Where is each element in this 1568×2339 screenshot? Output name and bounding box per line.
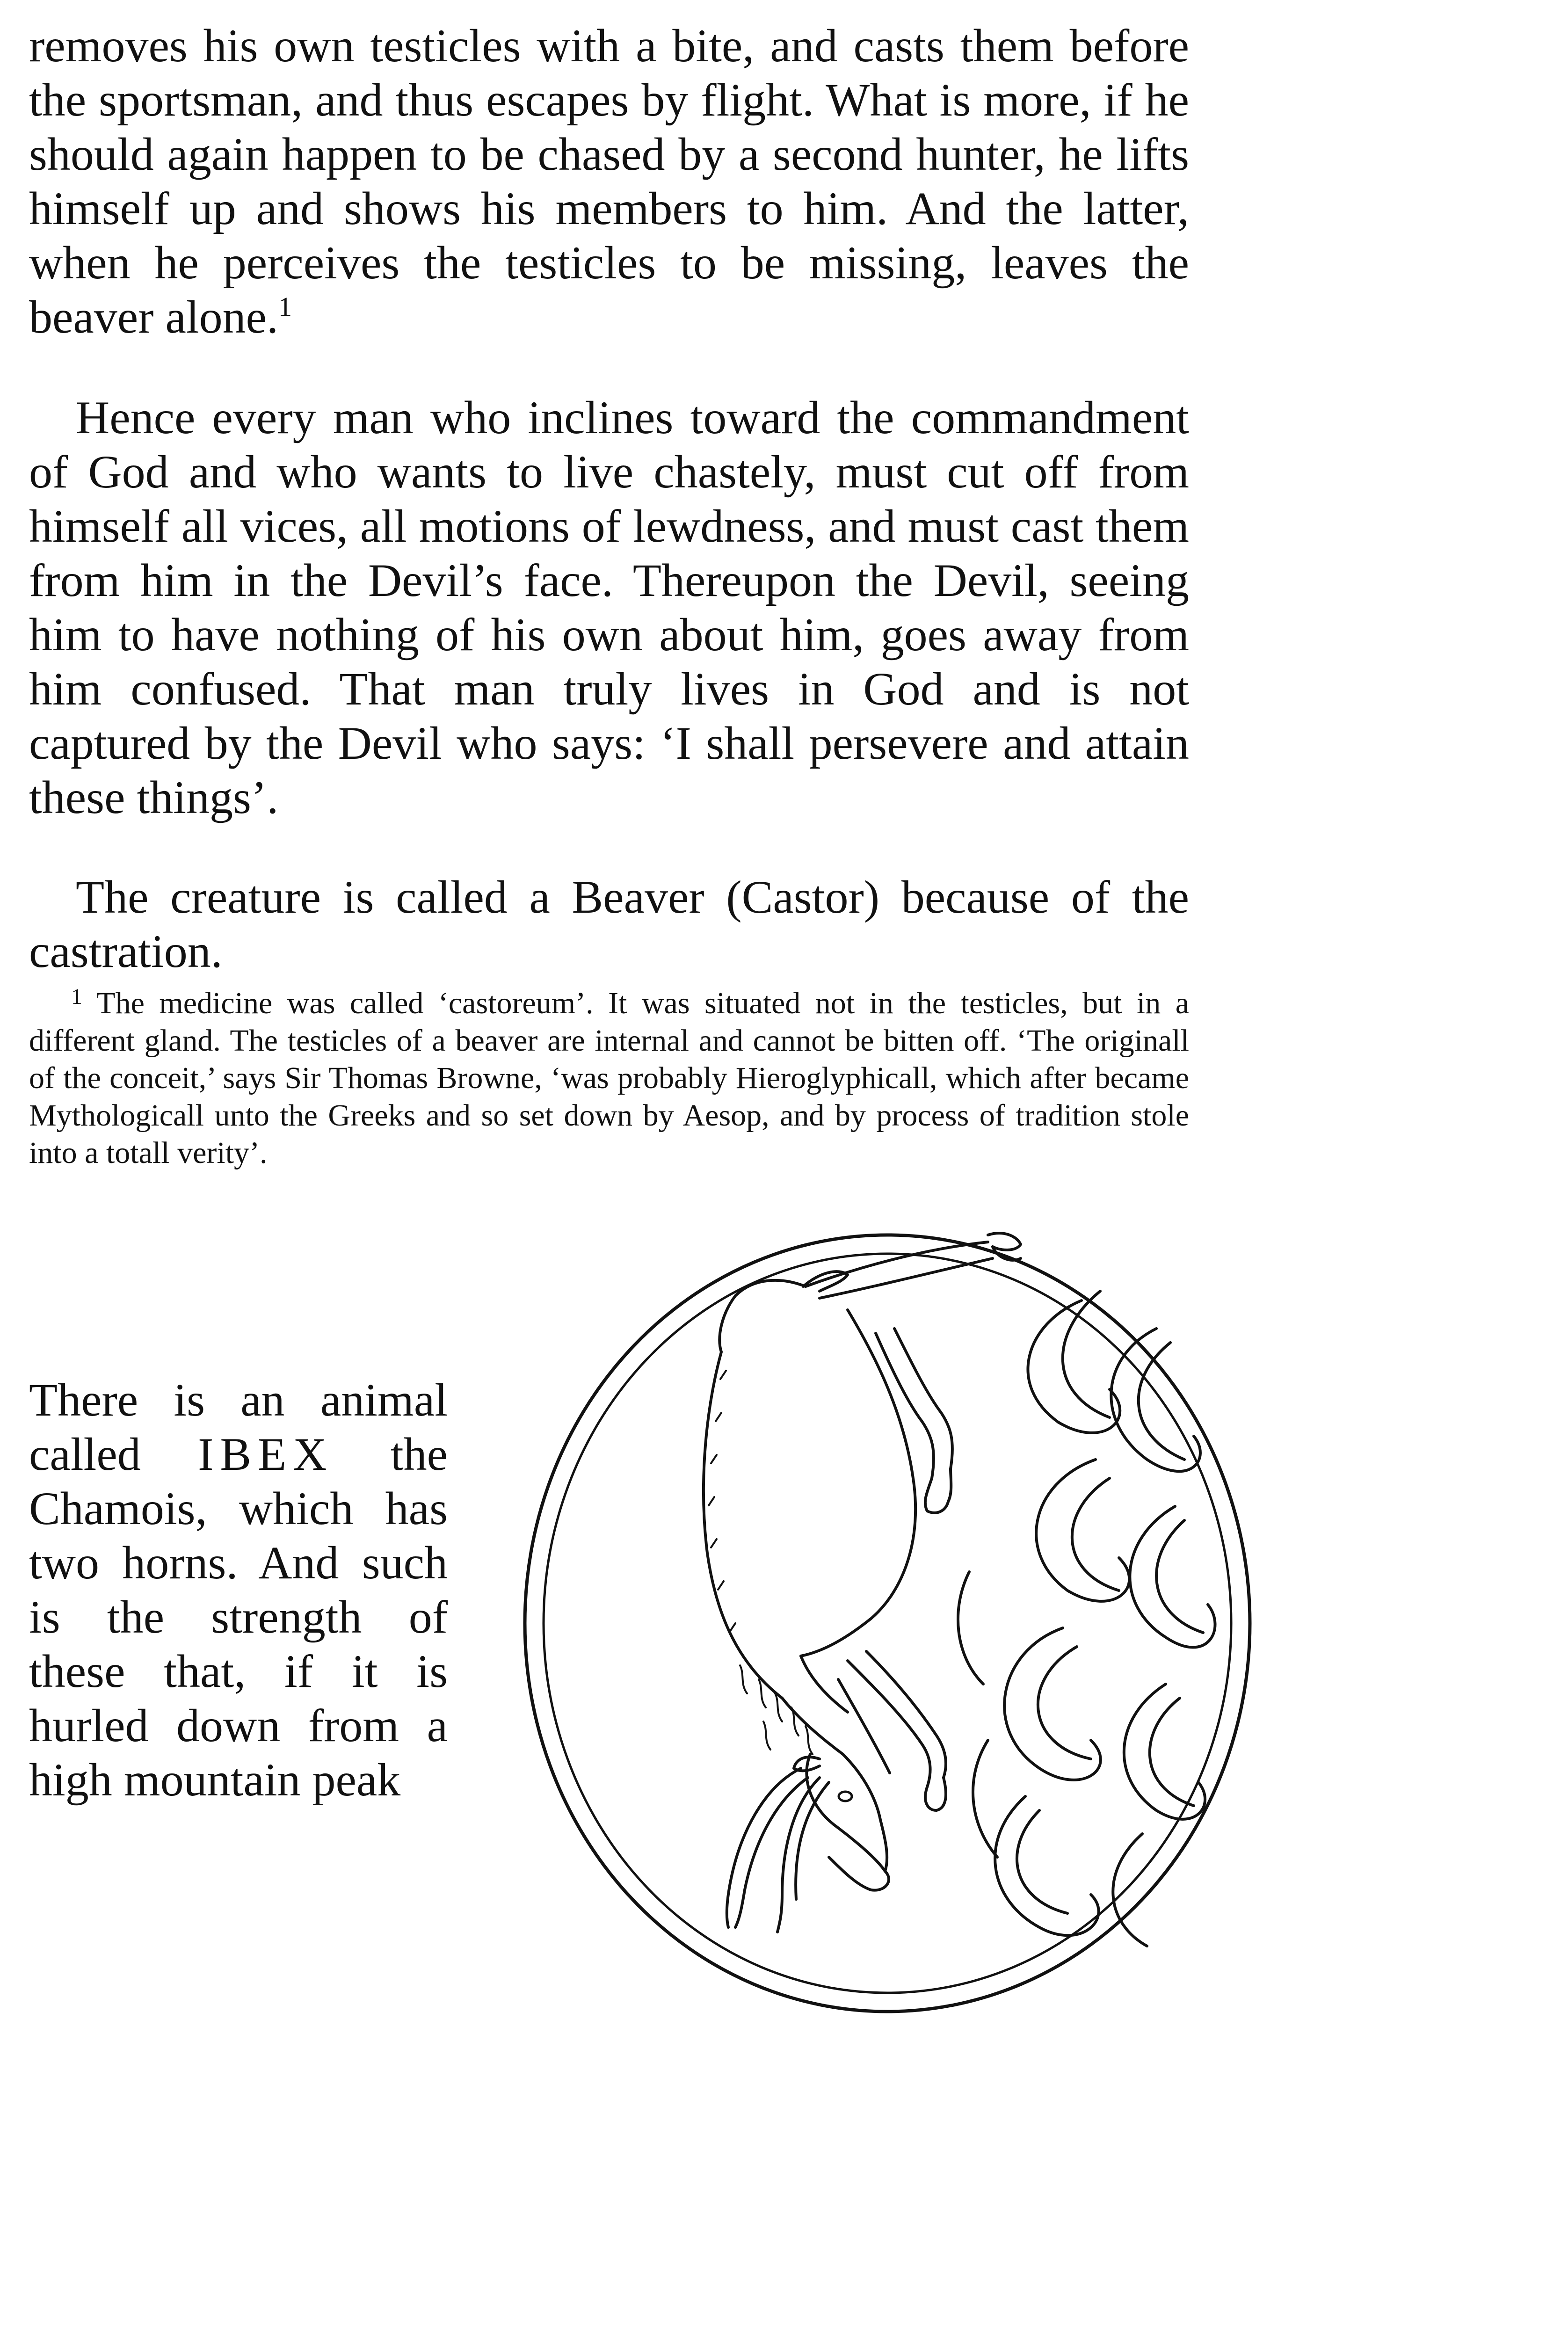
roundel-outer-ring (525, 1235, 1250, 2012)
footnote-marker: 1 (71, 984, 82, 1009)
ibex-text-before: There is an animal called (29, 1374, 448, 1480)
etymology-paragraph: The creature is called a Beaver (Castor) because of the castration. (29, 871, 1189, 977)
footnote-text: The medicine was called ‘castoreum’. It was situated not in the testicles, but in a different gland. The testicles of a beaver are internal and cannot be bitten off. ‘The originall of the conceit,’ says Sir Thomas Browne, ‘was probably Hieroglyphicall, which after became Mythologicall unto the Greeks and so set down by Aesop, and by process of tradition stole into a totall verity’. (29, 986, 1189, 1170)
beaver-paragraph-continued (29, 19, 1189, 344)
moral-paragraph: Hence every man who inclines toward the commandment of God and who wants to live chastely, must cut off from himself all vices, all motions of lewdness, and must cast them from him in the Devil’s face. Thereupon the Devil, seeing him to have nothing of his own about him, goes away from him confused. That man truly lives in God and is not captured by the Devil who says: ‘I shall persevere and attain these things’. (29, 392, 1189, 823)
ibex-eye (839, 1792, 852, 1801)
ibex-text-after: the Chamois, which has two horns. And such is the strength of these that, if it is hurled down from a high mountain peak (29, 1428, 448, 1806)
footnote (29, 985, 1189, 1172)
ibex-figure (704, 1233, 1021, 1932)
ibex-illustration (520, 1216, 1255, 2030)
ibex-paragraph (29, 1373, 448, 1807)
ibex-name: IBEX (198, 1428, 334, 1480)
beaver-paragraph-text: removes his own testicles with a bite, and casts them before the sportsman, and thus escapes by flight. What is more, if he should again happen to be chased by a second hunter, he lifts himself up and shows his members to him. And the latter, when he perceives the testicles to be missing, leaves the beaver alone. (29, 20, 1189, 343)
footnote-reference[interactable]: 1 (278, 291, 292, 322)
